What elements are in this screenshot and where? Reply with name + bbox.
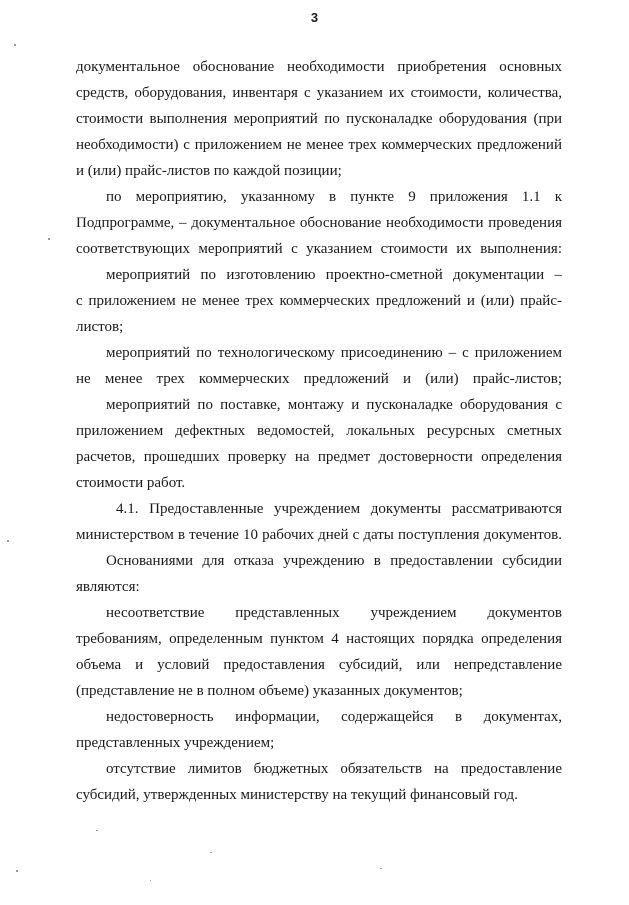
text-line: недостоверность информации, содержащейся в документах, bbox=[106, 709, 562, 725]
text-line: с приложением не менее трех коммерческих предложений и (или) прайс- bbox=[76, 293, 562, 309]
text-line: мероприятий по технологическому присоединению – с приложением bbox=[106, 345, 562, 361]
text-line: представленных учреждением; bbox=[76, 735, 275, 751]
text-line: Основаниями для отказа учреждению в предоставлении субсидии bbox=[106, 553, 562, 569]
text-line: мероприятий по изготовлению проектно-сметной документации – bbox=[106, 267, 562, 283]
text-line: несоответствие представленных учреждением документов bbox=[106, 605, 562, 621]
text-line: приложением дефектных ведомостей, локальных ресурсных сметных bbox=[76, 423, 562, 439]
text-line: и (или) прайс-листов по каждой позиции; bbox=[76, 163, 342, 179]
text-line: не менее трех коммерческих предложений и (или) прайс-листов; bbox=[76, 371, 562, 387]
scan-speck bbox=[96, 830, 98, 831]
scan-speck bbox=[16, 870, 18, 872]
text-line: мероприятий по поставке, монтажу и пусконаладке оборудования с bbox=[106, 397, 562, 413]
document-body bbox=[76, 54, 562, 808]
text-line: Подпрограмме, – документальное обоснование необходимости проведения bbox=[76, 215, 562, 231]
text-line: стоимости выполнения мероприятий по пусконаладке оборудования (при bbox=[76, 111, 562, 127]
text-line: листов; bbox=[76, 319, 124, 335]
text-line: 4.1. Предоставленные учреждением документы рассматриваются bbox=[116, 501, 562, 517]
text-line: (представление не в полном объеме) указанных документов; bbox=[76, 683, 463, 699]
scan-speck bbox=[7, 540, 9, 542]
scan-speck bbox=[48, 238, 50, 240]
text-line: стоимости работ. bbox=[76, 475, 186, 491]
text-line: требованиям, определенным пунктом 4 настоящих порядка определения bbox=[76, 631, 562, 647]
text-line: документальное обоснование необходимости приобретения основных bbox=[76, 59, 562, 75]
text-line: по мероприятию, указанному в пункте 9 приложения 1.1 к bbox=[106, 189, 562, 205]
text-line: министерством в течение 10 рабочих дней с даты поступления документов. bbox=[76, 527, 562, 543]
scan-speck bbox=[210, 852, 212, 853]
scan-speck bbox=[14, 44, 16, 46]
scan-speck bbox=[380, 868, 382, 869]
scan-speck bbox=[150, 880, 151, 881]
page-number: 3 bbox=[310, 10, 319, 25]
text-line: объема и условий предоставления субсидий, или непредставление bbox=[76, 657, 562, 673]
text-line: являются: bbox=[76, 579, 140, 595]
text-line: расчетов, прошедших проверку на предмет достоверности определения bbox=[76, 449, 562, 465]
text-line: необходимости) с приложением не менее трех коммерческих предложений bbox=[76, 137, 562, 153]
text-line: субсидий, утвержденных министерству на текущий финансовый год. bbox=[76, 787, 518, 803]
text-line: соответствующих мероприятий с указанием стоимости их выполнения: bbox=[76, 241, 562, 257]
text-line: средств, оборудования, инвентаря с указанием их стоимости, количества, bbox=[76, 85, 562, 101]
text-line: отсутствие лимитов бюджетных обязательств на предоставление bbox=[106, 761, 562, 777]
